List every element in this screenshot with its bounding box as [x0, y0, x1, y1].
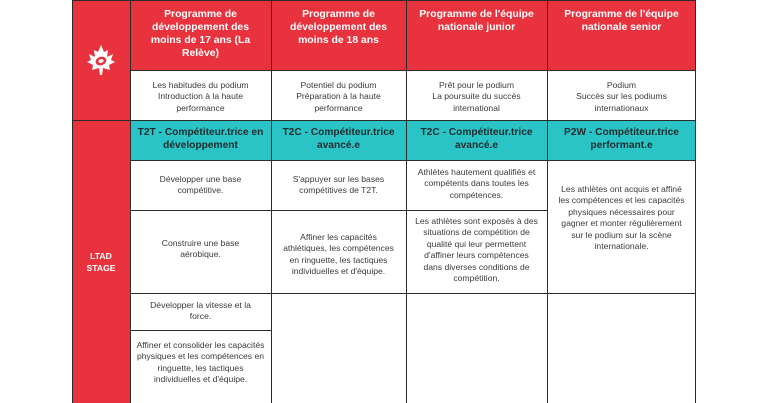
stage-u18: T2C - Compétiteur.trice avancé.e [271, 120, 406, 160]
vline-1 [130, 0, 131, 403]
u17-item-4: Affiner et consolider les capacités physiques et les compétences en ringuette, les tactiques individuelles et d'équipe. [130, 330, 271, 403]
focus-u18: Potentiel du podium Préparation à la haute performance [271, 70, 406, 120]
u17-item-1: Développer une base compétitive. [130, 160, 271, 210]
border-right [695, 0, 696, 403]
maple-leaf-ringette-icon [84, 43, 118, 77]
header-u17: Programme de développement des moins de 17 ans (La Relève) [130, 0, 271, 70]
stage-u17: T2T - Compétiteur.trice en développement [130, 120, 271, 160]
header-senior: Programme de l'équipe nationale senior [547, 0, 696, 70]
focus-senior: Podium Succès sur les podiums internationaux [547, 70, 696, 120]
header-junior: Programme de l'équipe nationale junior [406, 0, 547, 70]
header-u18: Programme de développement des moins de 18 ans [271, 0, 406, 70]
ltad-stage-label: LTAD STAGE [72, 120, 130, 403]
u18-item-1: S'appuyer sur les bases compétitives de T2T. [271, 160, 406, 210]
junior-item-2: Les athlètes sont exposés à des situations de compétition de qualité qui leur permettent d'affiner leurs compétences dans diverses conditions de compétition. [406, 210, 547, 293]
focus-u17: Les habitudes du podium Introduction à la haute performance [130, 70, 271, 120]
vline-4 [547, 0, 548, 403]
logo [72, 0, 130, 120]
u18-item-2: Affiner les capacités athlétiques, les compétences en ringuette, les tactiques individuelles et d'équipe. [271, 210, 406, 293]
ltad-table [72, 0, 696, 403]
junior-item-1: Athlètes hautement qualifiés et compétents dans toutes les compétences. [406, 160, 547, 210]
hline-row3 [130, 330, 271, 331]
hline-header [130, 70, 696, 71]
border-left [72, 0, 73, 403]
vline-3 [406, 0, 407, 403]
hline-stage [130, 160, 696, 161]
focus-junior: Prêt pour le podium La poursuite du succès international [406, 70, 547, 120]
u17-item-3: Développer la vitesse et la force. [130, 293, 271, 330]
stage-junior: T2C - Compétiteur.trice avancé.e [406, 120, 547, 160]
stage-senior: P2W - Compétiteur.trice performant.e [547, 120, 696, 160]
hline-row1 [130, 210, 547, 211]
hline-row2 [130, 293, 696, 294]
vline-2 [271, 0, 272, 403]
hline-focus [72, 120, 696, 121]
u17-item-2: Construire une base aérobique. [130, 210, 271, 293]
senior-item-1: Les athlètes ont acquis et affiné les compétences et les capacités physiques nécessaires pour gagner et monter régulièrement sur le podium sur la scène internationale. [547, 160, 696, 293]
border-top [72, 0, 696, 1]
